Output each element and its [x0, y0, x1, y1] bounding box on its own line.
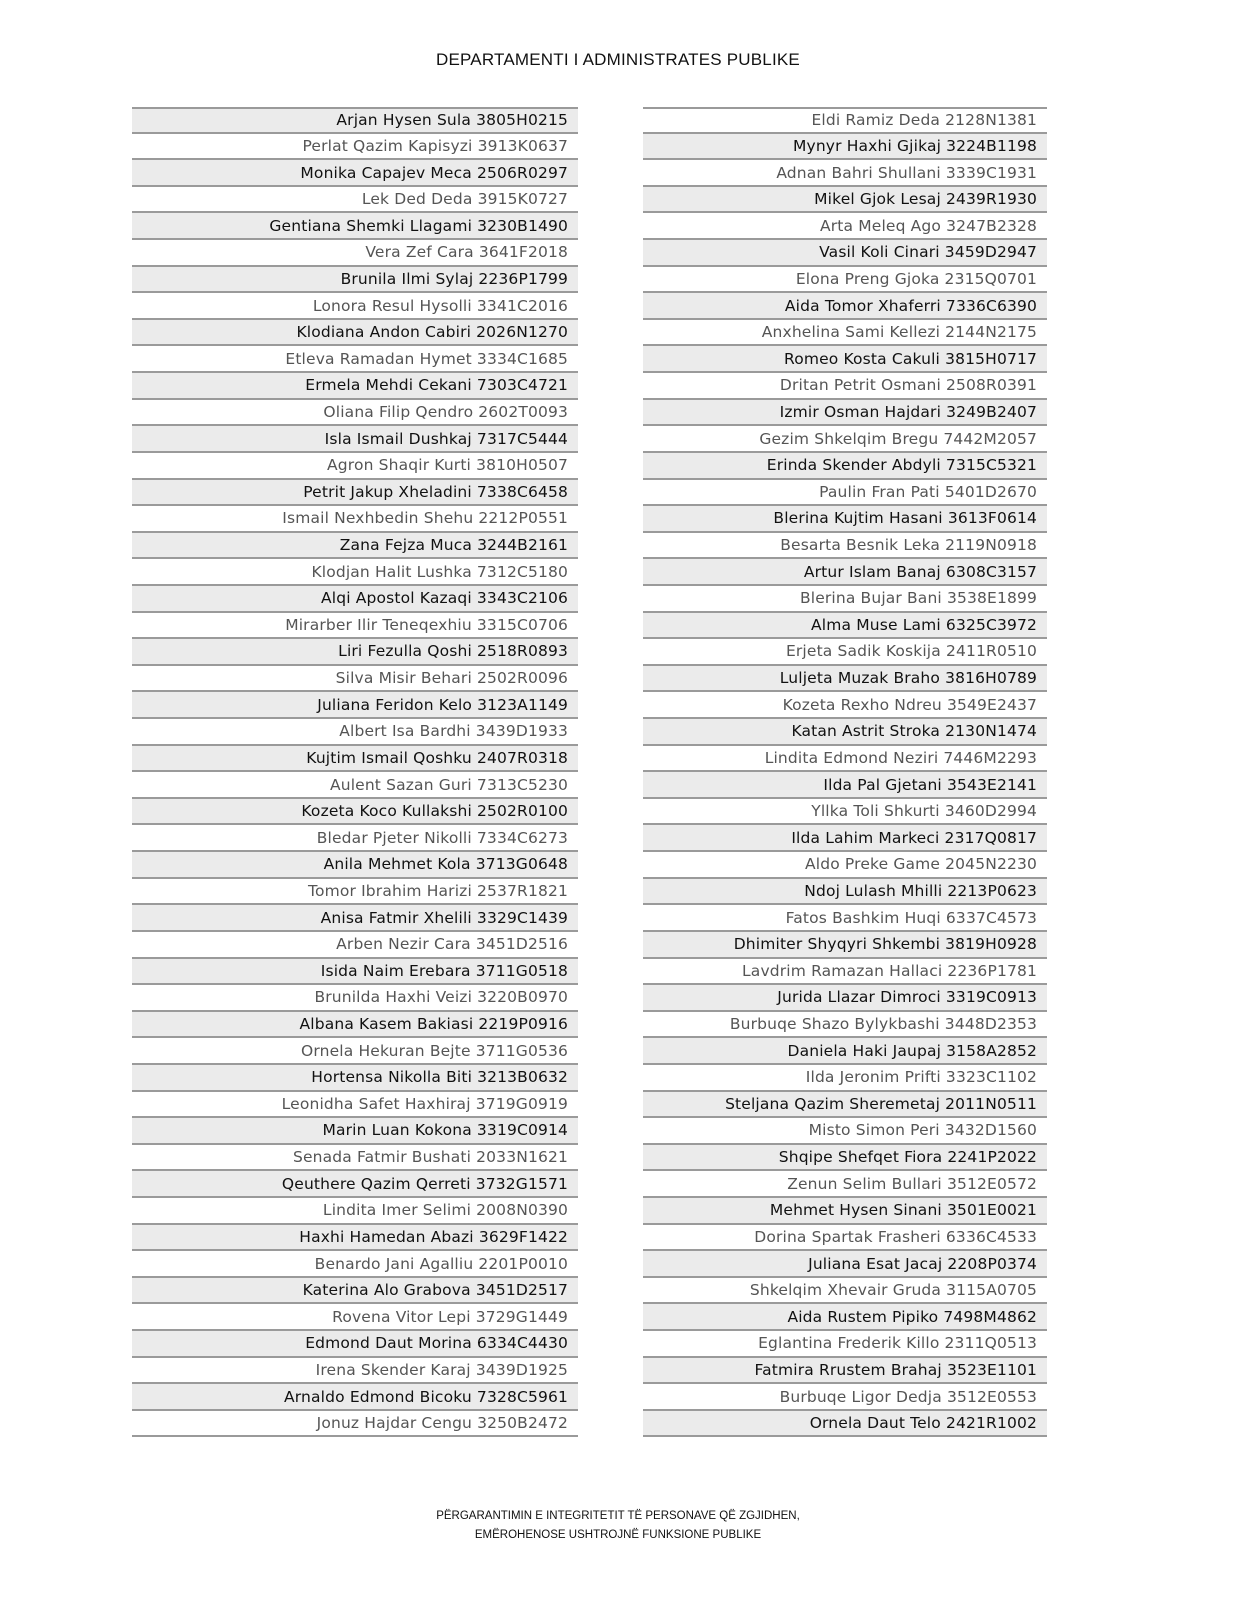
page-footer — [0, 1507, 1236, 1545]
list-item: Blerina Kujtim Hasani 3613F0614 — [643, 506, 1047, 533]
list-item: Lindita Imer Selimi 2008N0390 — [132, 1198, 578, 1225]
list-item: Rovena Vitor Lepi 3729G1449 — [132, 1304, 578, 1331]
list-item: Edmond Daut Morina 6334C4430 — [132, 1331, 578, 1358]
list-item: Lonora Resul Hysolli 3341C2016 — [132, 293, 578, 320]
list-item: Kozeta Rexho Ndreu 3549E2437 — [643, 692, 1047, 719]
list-item: Irena Skender Karaj 3439D1925 — [132, 1358, 578, 1385]
list-item: Fatmira Rrustem Brahaj 3523E1101 — [643, 1358, 1047, 1385]
list-item: Benardo Jani Agalliu 2201P0010 — [132, 1251, 578, 1278]
list-item: Gentiana Shemki Llagami 3230B1490 — [132, 213, 578, 240]
list-item: Besarta Besnik Leka 2119N0918 — [643, 533, 1047, 560]
list-item: Vera Zef Cara 3641F2018 — [132, 240, 578, 267]
list-item: Haxhi Hamedan Abazi 3629F1422 — [132, 1225, 578, 1252]
list-item: Anisa Fatmir Xhelili 3329C1439 — [132, 905, 578, 932]
list-item: Bledar Pjeter Nikolli 7334C6273 — [132, 825, 578, 852]
list-item: Aida Rustem Pipiko 7498M4862 — [643, 1304, 1047, 1331]
list-item: Erjeta Sadik Koskija 2411R0510 — [643, 639, 1047, 666]
list-item: Zana Fejza Muca 3244B2161 — [132, 533, 578, 560]
list-item: Juliana Feridon Kelo 3123A1149 — [132, 692, 578, 719]
list-item: Arben Nezir Cara 3451D2516 — [132, 932, 578, 959]
list-item: Daniela Haki Jaupaj 3158A2852 — [643, 1038, 1047, 1065]
list-item: Silva Misir Behari 2502R0096 — [132, 666, 578, 693]
list-item: Blerina Bujar Bani 3538E1899 — [643, 586, 1047, 613]
list-item: Shqipe Shefqet Fiora 2241P2022 — [643, 1145, 1047, 1172]
page-title: DEPARTAMENTI I ADMINISTRATES PUBLIKE — [436, 50, 800, 69]
list-item: Brunilda Haxhi Veizi 3220B0970 — [132, 985, 578, 1012]
left-column-list — [132, 107, 578, 1437]
list-item: Agron Shaqir Kurti 3810H0507 — [132, 453, 578, 480]
list-item: Ndoj Lulash Mhilli 2213P0623 — [643, 879, 1047, 906]
list-item: Alma Muse Lami 6325C3972 — [643, 613, 1047, 640]
list-item: Anila Mehmet Kola 3713G0648 — [132, 852, 578, 879]
list-item: Burbuqe Shazo Bylykbashi 3448D2353 — [643, 1012, 1047, 1039]
list-item: Lavdrim Ramazan Hallaci 2236P1781 — [643, 959, 1047, 986]
list-item: Arta Meleq Ago 3247B2328 — [643, 213, 1047, 240]
list-item: Oliana Filip Qendro 2602T0093 — [132, 400, 578, 427]
list-item: Jurida Llazar Dimroci 3319C0913 — [643, 985, 1047, 1012]
list-item: Albana Kasem Bakiasi 2219P0916 — [132, 1012, 578, 1039]
list-item: Eglantina Frederik Killo 2311Q0513 — [643, 1331, 1047, 1358]
list-item: Elona Preng Gjoka 2315Q0701 — [643, 267, 1047, 294]
list-item: Alqi Apostol Kazaqi 3343C2106 — [132, 586, 578, 613]
list-item: Jonuz Hajdar Cengu 3250B2472 — [132, 1411, 578, 1438]
list-item: Anxhelina Sami Kellezi 2144N2175 — [643, 320, 1047, 347]
list-item: Izmir Osman Hajdari 3249B2407 — [643, 400, 1047, 427]
list-item: Mikel Gjok Lesaj 2439R1930 — [643, 187, 1047, 214]
list-item: Eldi Ramiz Deda 2128N1381 — [643, 107, 1047, 134]
list-item: Ornela Hekuran Bejte 3711G0536 — [132, 1038, 578, 1065]
list-item: Arjan Hysen Sula 3805H0215 — [132, 107, 578, 134]
list-item: Burbuqe Ligor Dedja 3512E0553 — [643, 1384, 1047, 1411]
list-item: Ermela Mehdi Cekani 7303C4721 — [132, 373, 578, 400]
list-item: Perlat Qazim Kapisyzi 3913K0637 — [132, 134, 578, 161]
list-item: Etleva Ramadan Hymet 3334C1685 — [132, 346, 578, 373]
list-item: Mynyr Haxhi Gjikaj 3224B1198 — [643, 134, 1047, 161]
list-item: Ornela Daut Telo 2421R1002 — [643, 1411, 1047, 1438]
list-item: Juliana Esat Jacaj 2208P0374 — [643, 1251, 1047, 1278]
list-item: Shkelqim Xhevair Gruda 3115A0705 — [643, 1278, 1047, 1305]
list-item: Tomor Ibrahim Harizi 2537R1821 — [132, 879, 578, 906]
list-item: Ismail Nexhbedin Shehu 2212P0551 — [132, 506, 578, 533]
list-item: Adnan Bahri Shullani 3339C1931 — [643, 160, 1047, 187]
right-column-list — [643, 107, 1047, 1437]
list-item: Isla Ismail Dushkaj 7317C5444 — [132, 426, 578, 453]
list-item: Misto Simon Peri 3432D1560 — [643, 1118, 1047, 1145]
list-item: Petrit Jakup Xheladini 7338C6458 — [132, 480, 578, 507]
list-item: Klodiana Andon Cabiri 2026N1270 — [132, 320, 578, 347]
list-item: Mirarber Ilir Teneqexhiu 3315C0706 — [132, 613, 578, 640]
list-item: Lindita Edmond Neziri 7446M2293 — [643, 746, 1047, 773]
list-item: Ilda Jeronim Prifti 3323C1102 — [643, 1065, 1047, 1092]
list-item: Artur Islam Banaj 6308C3157 — [643, 559, 1047, 586]
list-item: Katerina Alo Grabova 3451D2517 — [132, 1278, 578, 1305]
list-item: Steljana Qazim Sheremetaj 2011N0511 — [643, 1092, 1047, 1119]
list-item: Dhimiter Shyqyri Shkembi 3819H0928 — [643, 932, 1047, 959]
list-item: Luljeta Muzak Braho 3816H0789 — [643, 666, 1047, 693]
list-item: Marin Luan Kokona 3319C0914 — [132, 1118, 578, 1145]
list-item: Zenun Selim Bullari 3512E0572 — [643, 1171, 1047, 1198]
list-item: Lek Ded Deda 3915K0727 — [132, 187, 578, 214]
list-item: Brunila Ilmi Sylaj 2236P1799 — [132, 267, 578, 294]
list-item: Ilda Lahim Markeci 2317Q0817 — [643, 825, 1047, 852]
list-item: Klodjan Halit Lushka 7312C5180 — [132, 559, 578, 586]
list-item: Aulent Sazan Guri 7313C5230 — [132, 772, 578, 799]
list-item: Senada Fatmir Bushati 2033N1621 — [132, 1145, 578, 1172]
list-item: Liri Fezulla Qoshi 2518R0893 — [132, 639, 578, 666]
list-item: Aldo Preke Game 2045N2230 — [643, 852, 1047, 879]
list-item: Gezim Shkelqim Bregu 7442M2057 — [643, 426, 1047, 453]
list-item: Kujtim Ismail Qoshku 2407R0318 — [132, 746, 578, 773]
list-item: Katan Astrit Stroka 2130N1474 — [643, 719, 1047, 746]
list-item: Erinda Skender Abdyli 7315C5321 — [643, 453, 1047, 480]
list-item: Hortensa Nikolla Biti 3213B0632 — [132, 1065, 578, 1092]
list-item: Monika Capajev Meca 2506R0297 — [132, 160, 578, 187]
list-item: Paulin Fran Pati 5401D2670 — [643, 480, 1047, 507]
list-item: Kozeta Koco Kullakshi 2502R0100 — [132, 799, 578, 826]
list-item: Albert Isa Bardhi 3439D1933 — [132, 719, 578, 746]
list-item: Fatos Bashkim Huqi 6337C4573 — [643, 905, 1047, 932]
list-item: Dorina Spartak Frasheri 6336C4533 — [643, 1225, 1047, 1252]
list-item: Qeuthere Qazim Qerreti 3732G1571 — [132, 1171, 578, 1198]
list-item: Isida Naim Erebara 3711G0518 — [132, 959, 578, 986]
footer-line-2: EMËROHENOSE USHTROJNË FUNKSIONE PUBLIKE — [474, 1529, 762, 1541]
footer-line-1: PËRGARANTIMIN E INTEGRITETIT TË PERSONAVE QË ZGJIDHEN, — [436, 1510, 800, 1522]
list-item: Yllka Toli Shkurti 3460D2994 — [643, 799, 1047, 826]
list-item: Dritan Petrit Osmani 2508R0391 — [643, 373, 1047, 400]
list-item: Romeo Kosta Cakuli 3815H0717 — [643, 346, 1047, 373]
list-item: Ilda Pal Gjetani 3543E2141 — [643, 772, 1047, 799]
list-item: Aida Tomor Xhaferri 7336C6390 — [643, 293, 1047, 320]
list-item: Leonidha Safet Haxhiraj 3719G0919 — [132, 1092, 578, 1119]
list-item: Vasil Koli Cinari 3459D2947 — [643, 240, 1047, 267]
list-item: Arnaldo Edmond Bicoku 7328C5961 — [132, 1384, 578, 1411]
list-item: Mehmet Hysen Sinani 3501E0021 — [643, 1198, 1047, 1225]
